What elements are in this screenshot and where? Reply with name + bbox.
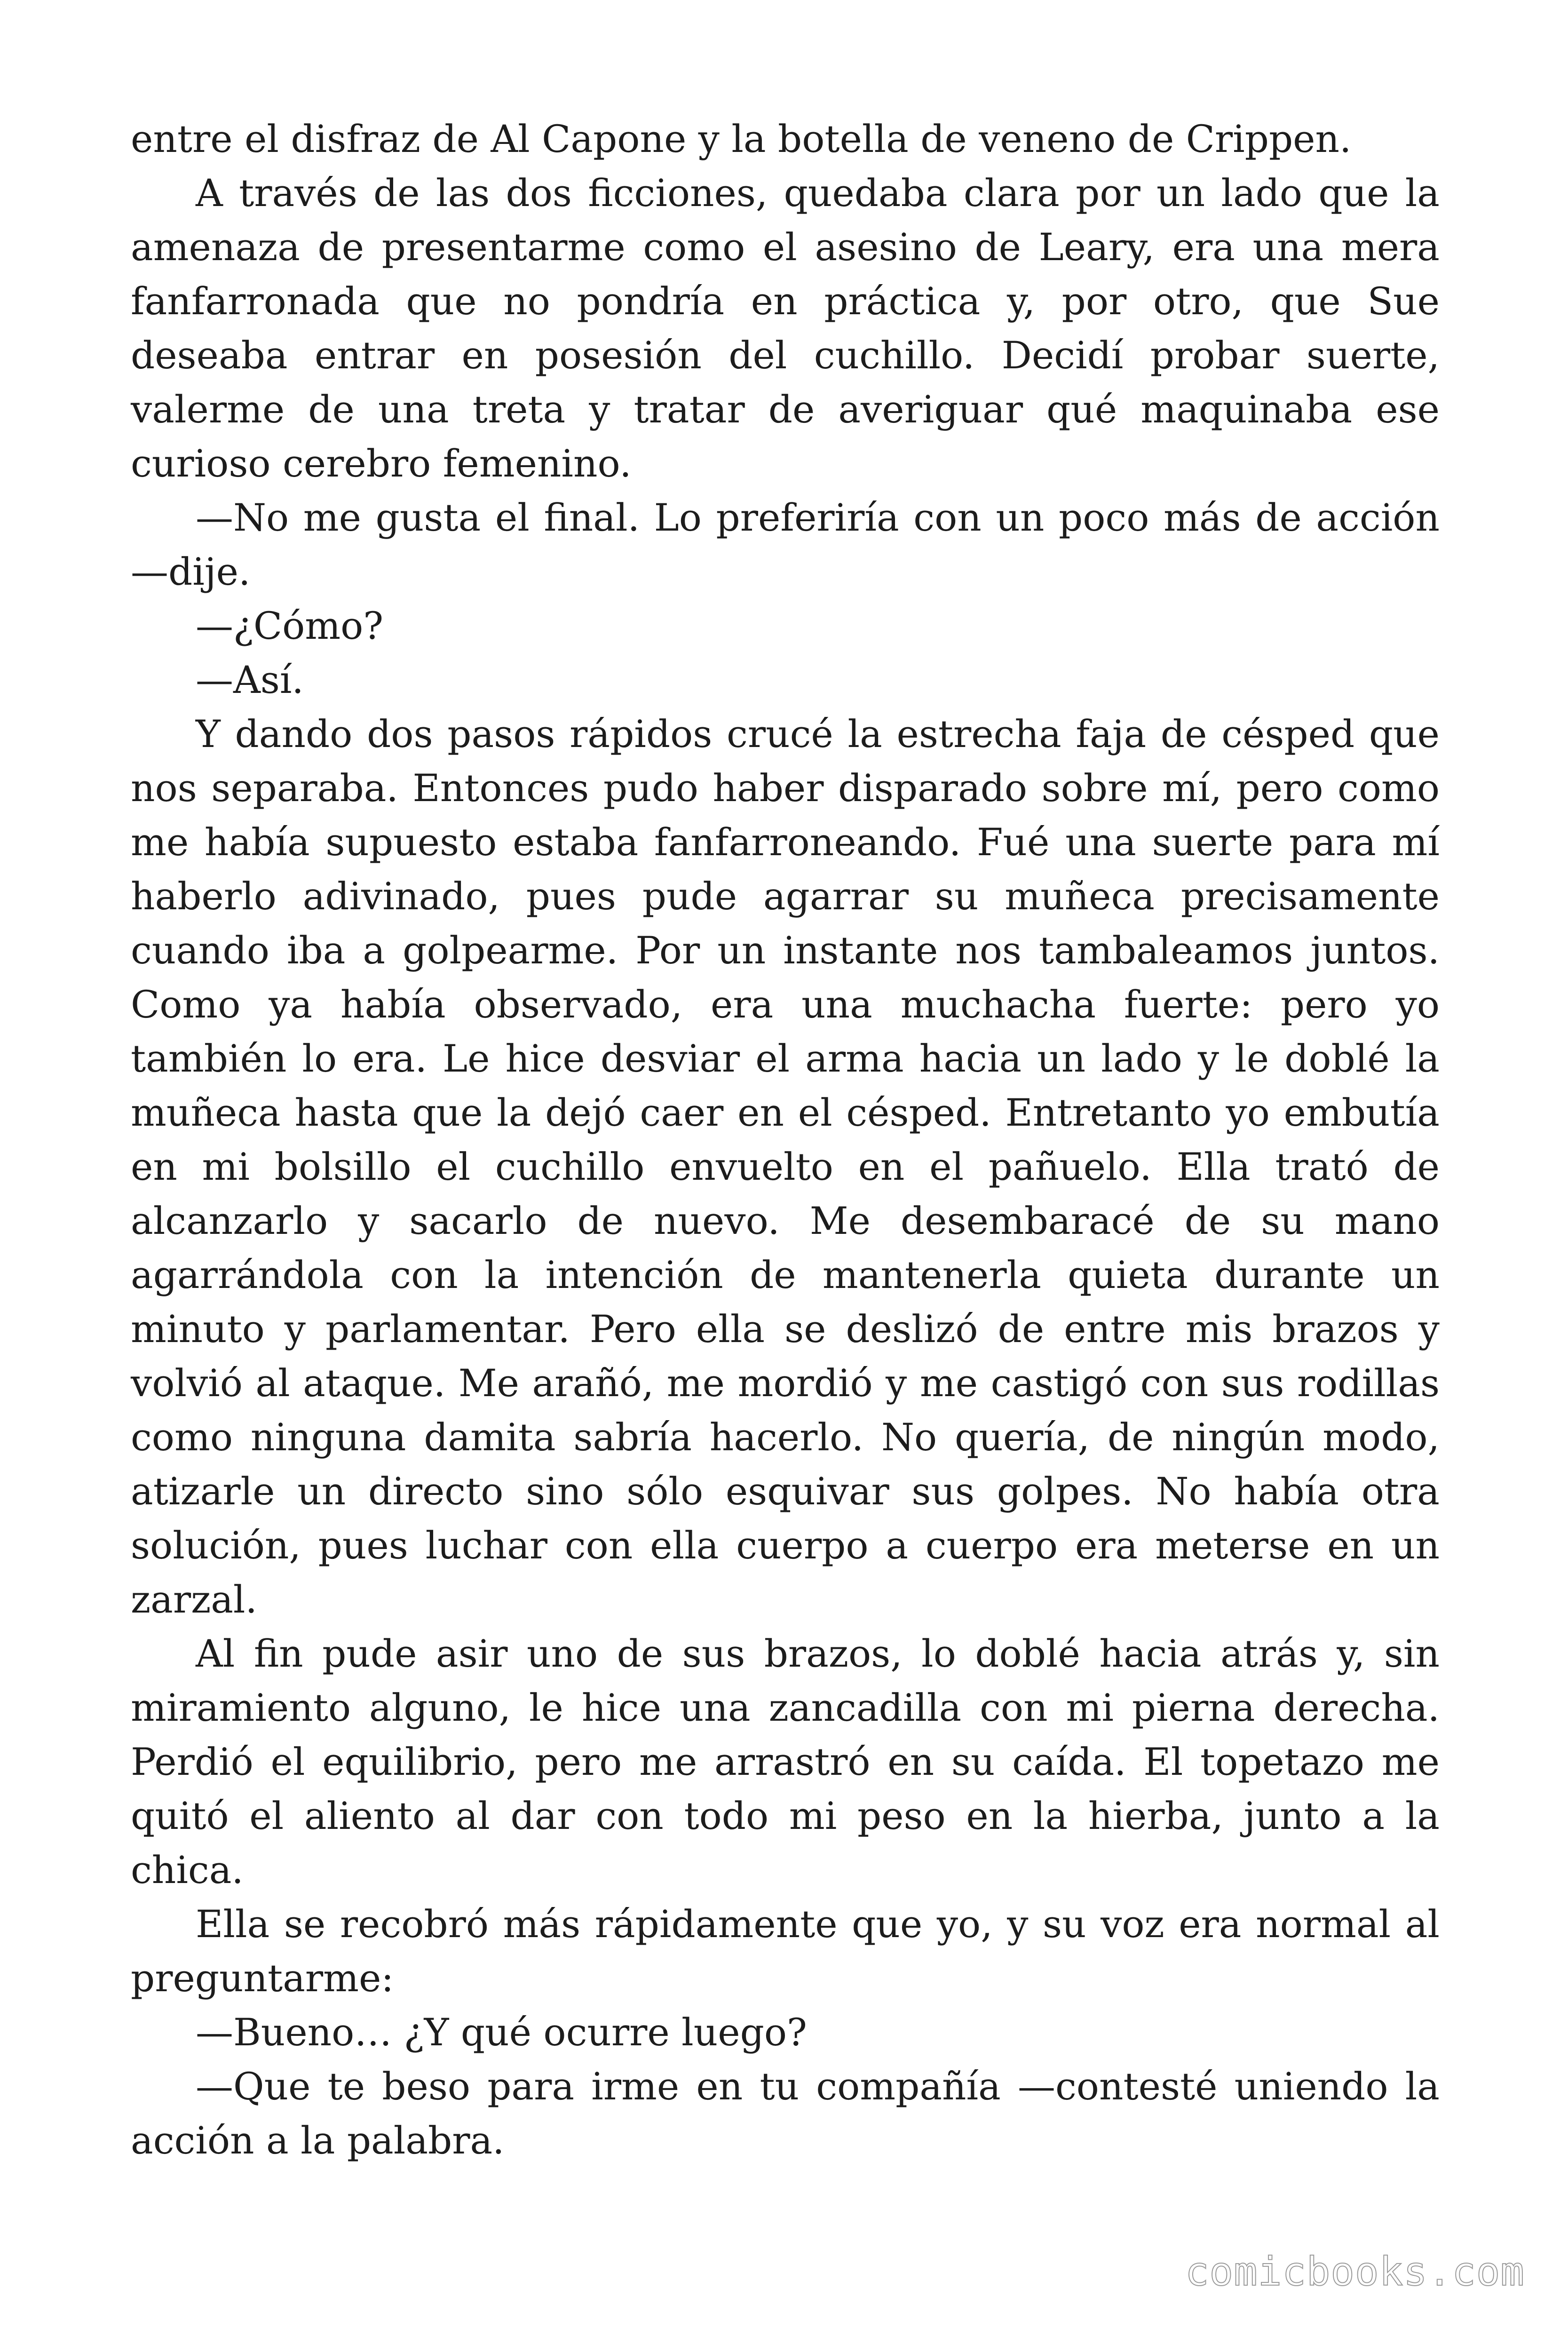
page-body bbox=[131, 112, 1440, 2168]
paragraph: —Que te beso para irme en tu compañía —contesté uniendo la acción a la palabra. bbox=[131, 2065, 1440, 2162]
paragraph: entre el disfraz de Al Capone y la botella de veneno de Crippen. bbox=[131, 117, 1352, 161]
paragraph: Al fin pude asir uno de sus brazos, lo doblé hacia atrás y, sin miramiento alguno, le hice una zancadilla con mi pierna derecha. Perdió el equilibrio, pero me arrastró en su caída. El topetazo me quitó el aliento al dar con todo mi peso en la hierba, junto a la chica. bbox=[131, 1632, 1440, 1892]
paragraph: Y dando dos pasos rápidos crucé la estrecha faja de césped que nos separaba. Entonces pudo haber disparado sobre mí, pero como me había supuesto estaba fanfarroneando. Fué una suerte para mí haberlo adivinado, pues pude agarrar su muñeca precisamente cuando iba a golpearme. Por un instante nos tambaleamos juntos. Como ya había observado, era una muchacha fuerte: pero yo también lo era. Le hice desviar el arma hacia un lado y le doblé la muñeca hasta que la dejó caer en el césped. Entretanto yo embutía en mi bolsillo el cuchillo envuelto en el pañuelo. Ella trató de alcanzarlo y sacarlo de nuevo. Me desembaracé de su mano agarrándola con la intención de mantenerla quieta durante un minuto y parlamentar. Pero ella se deslizó de entre mis brazos y volvió al ataque. Me arañó, me mordió y me castigó con sus rodillas como ninguna damita sabría hacerlo. No quería, de ningún modo, atizarle un directo sino sólo esquivar sus golpes. No había otra solución, pues luchar con ella cuerpo a cuerpo era meterse en un zarzal. bbox=[131, 712, 1440, 1621]
paragraph: —Así. bbox=[196, 658, 304, 702]
paragraph: —¿Cómo? bbox=[196, 604, 384, 648]
paragraph: Ella se recobró más rápidamente que yo, y su voz era normal al preguntarme: bbox=[131, 1902, 1440, 2000]
paragraph: A través de las dos ficciones, quedaba clara por un lado que la amenaza de presentarme como el asesino de Leary, era una mera fanfarronada que no pondría en práctica y, por otro, que Sue deseaba entrar en posesión del cuchillo. Decidí probar suerte, valerme de una treta y tratar de averiguar qué maquinaba ese curioso cerebro femenino. bbox=[131, 171, 1440, 485]
paragraph: —No me gusta el final. Lo preferiría con un poco más de acción —dije. bbox=[131, 496, 1440, 594]
watermark: comicbooks.com bbox=[1185, 2249, 1525, 2295]
paragraph: —Bueno… ¿Y qué ocurre luego? bbox=[196, 2010, 807, 2054]
